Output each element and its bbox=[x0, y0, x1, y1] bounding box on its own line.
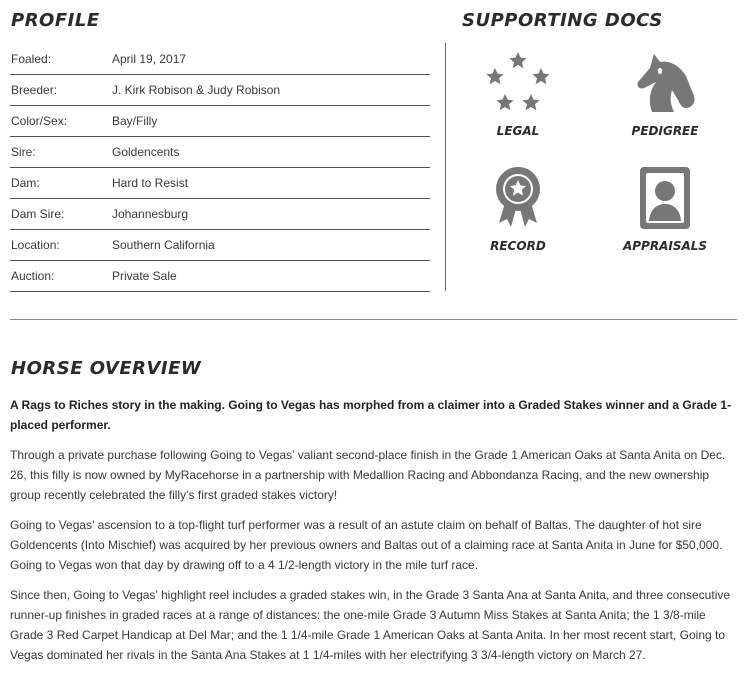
overview-lead: A Rags to Riches story in the making. Going to Vegas has morphed from a claimer into a Graded Stakes winner and a Grade 1-placed performer. bbox=[10, 398, 732, 432]
horse-head-icon bbox=[605, 52, 725, 116]
stars-icon bbox=[458, 52, 578, 116]
doc-legal-label: LEGAL bbox=[496, 124, 540, 138]
profile-row-location bbox=[10, 230, 430, 261]
profile-label: Foaled: bbox=[11, 52, 52, 66]
profile-value: Bay/Filly bbox=[112, 114, 158, 128]
profile-value: Johannesburg bbox=[112, 207, 189, 221]
profile-row-dam bbox=[10, 168, 430, 199]
portrait-icon bbox=[605, 165, 725, 231]
overview-heading: HORSE OVERVIEW bbox=[11, 358, 202, 379]
profile-value: Goldencents bbox=[112, 145, 180, 159]
profile-row-color-sex bbox=[10, 106, 430, 137]
overview-paragraph: Since then, Going to Vegas’ highlight reel includes a graded stakes win, in the Grade 3 Santa Ana at Santa Anita, and three consecutive runner-up finishes in graded races at a range of distances: the one-mile Grade 3 Autumn Miss Stakes at Santa Anita; the 1 3/8-mile Grade 3 Red Carpet Handicap at Del Mar; and the 1 1/4-mile Grade 1 American Oaks at Santa Anita. In her most recent start, Going to Vegas dominated her rivals in the Santa Ana Stakes at 1 1/4-miles with her electrifying 3 3/4-length victory on March 27. bbox=[10, 588, 731, 662]
profile-label: Breeder: bbox=[11, 83, 58, 97]
profile-value: Private Sale bbox=[112, 269, 177, 283]
doc-appraisals-link[interactable] bbox=[605, 165, 725, 253]
horse-overview-section bbox=[10, 358, 732, 665]
profile-row-foaled bbox=[10, 44, 430, 75]
profile-label: Location: bbox=[11, 238, 60, 252]
doc-pedigree-link[interactable] bbox=[605, 52, 725, 138]
profile-label: Auction: bbox=[11, 269, 55, 283]
doc-appraisals-label: APPRAISALS bbox=[622, 239, 708, 253]
doc-record-label: RECORD bbox=[490, 239, 546, 253]
section-divider bbox=[10, 319, 737, 320]
profile-row-sire bbox=[10, 137, 430, 168]
profile-table bbox=[10, 44, 430, 292]
award-ribbon-icon bbox=[458, 165, 578, 231]
profile-label: Sire: bbox=[11, 145, 36, 159]
profile-row-breeder bbox=[10, 75, 430, 106]
profile-row-dam-sire bbox=[10, 199, 430, 230]
profile-value: J. Kirk Robison & Judy Robison bbox=[112, 83, 281, 97]
profile-value: Hard to Resist bbox=[112, 176, 189, 190]
profile-row-auction bbox=[10, 261, 430, 292]
profile-value: Southern California bbox=[112, 238, 215, 252]
overview-paragraph: Going to Vegas’ ascension to a top-flight turf performer was a result of an astute claim on behalf of Baltas. The daughter of hot sire Goldencents (Into Mischief) was acquired by her previous owners and Baltas out of a claiming race at Santa Anita in June for $50,000. Going to Vegas won that day by drawing off to a 4 1/2-length victory in the mile turf race. bbox=[10, 518, 723, 572]
doc-record-link[interactable] bbox=[458, 165, 578, 253]
profile-label: Dam Sire: bbox=[11, 207, 65, 221]
supporting-docs-section bbox=[460, 0, 740, 300]
profile-value: April 19, 2017 bbox=[112, 52, 187, 66]
vertical-divider bbox=[445, 43, 446, 291]
docs-heading: SUPPORTING DOCS bbox=[462, 10, 663, 31]
profile-heading: PROFILE bbox=[11, 10, 100, 31]
overview-paragraph: Through a private purchase following Going to Vegas’ valiant second-place finish in the Grade 1 American Oaks at Santa Anita on Dec. 26, this filly is now owned by MyRacehorse in a partnership with Medallion Racing and Abbondanza Racing, and the new ownership group recently celebrated the filly’s first graded stakes victory! bbox=[10, 448, 726, 502]
profile-label: Color/Sex: bbox=[11, 114, 68, 128]
doc-pedigree-label: PEDIGREE bbox=[631, 124, 699, 138]
doc-legal-link[interactable] bbox=[458, 52, 578, 138]
profile-label: Dam: bbox=[11, 176, 40, 190]
